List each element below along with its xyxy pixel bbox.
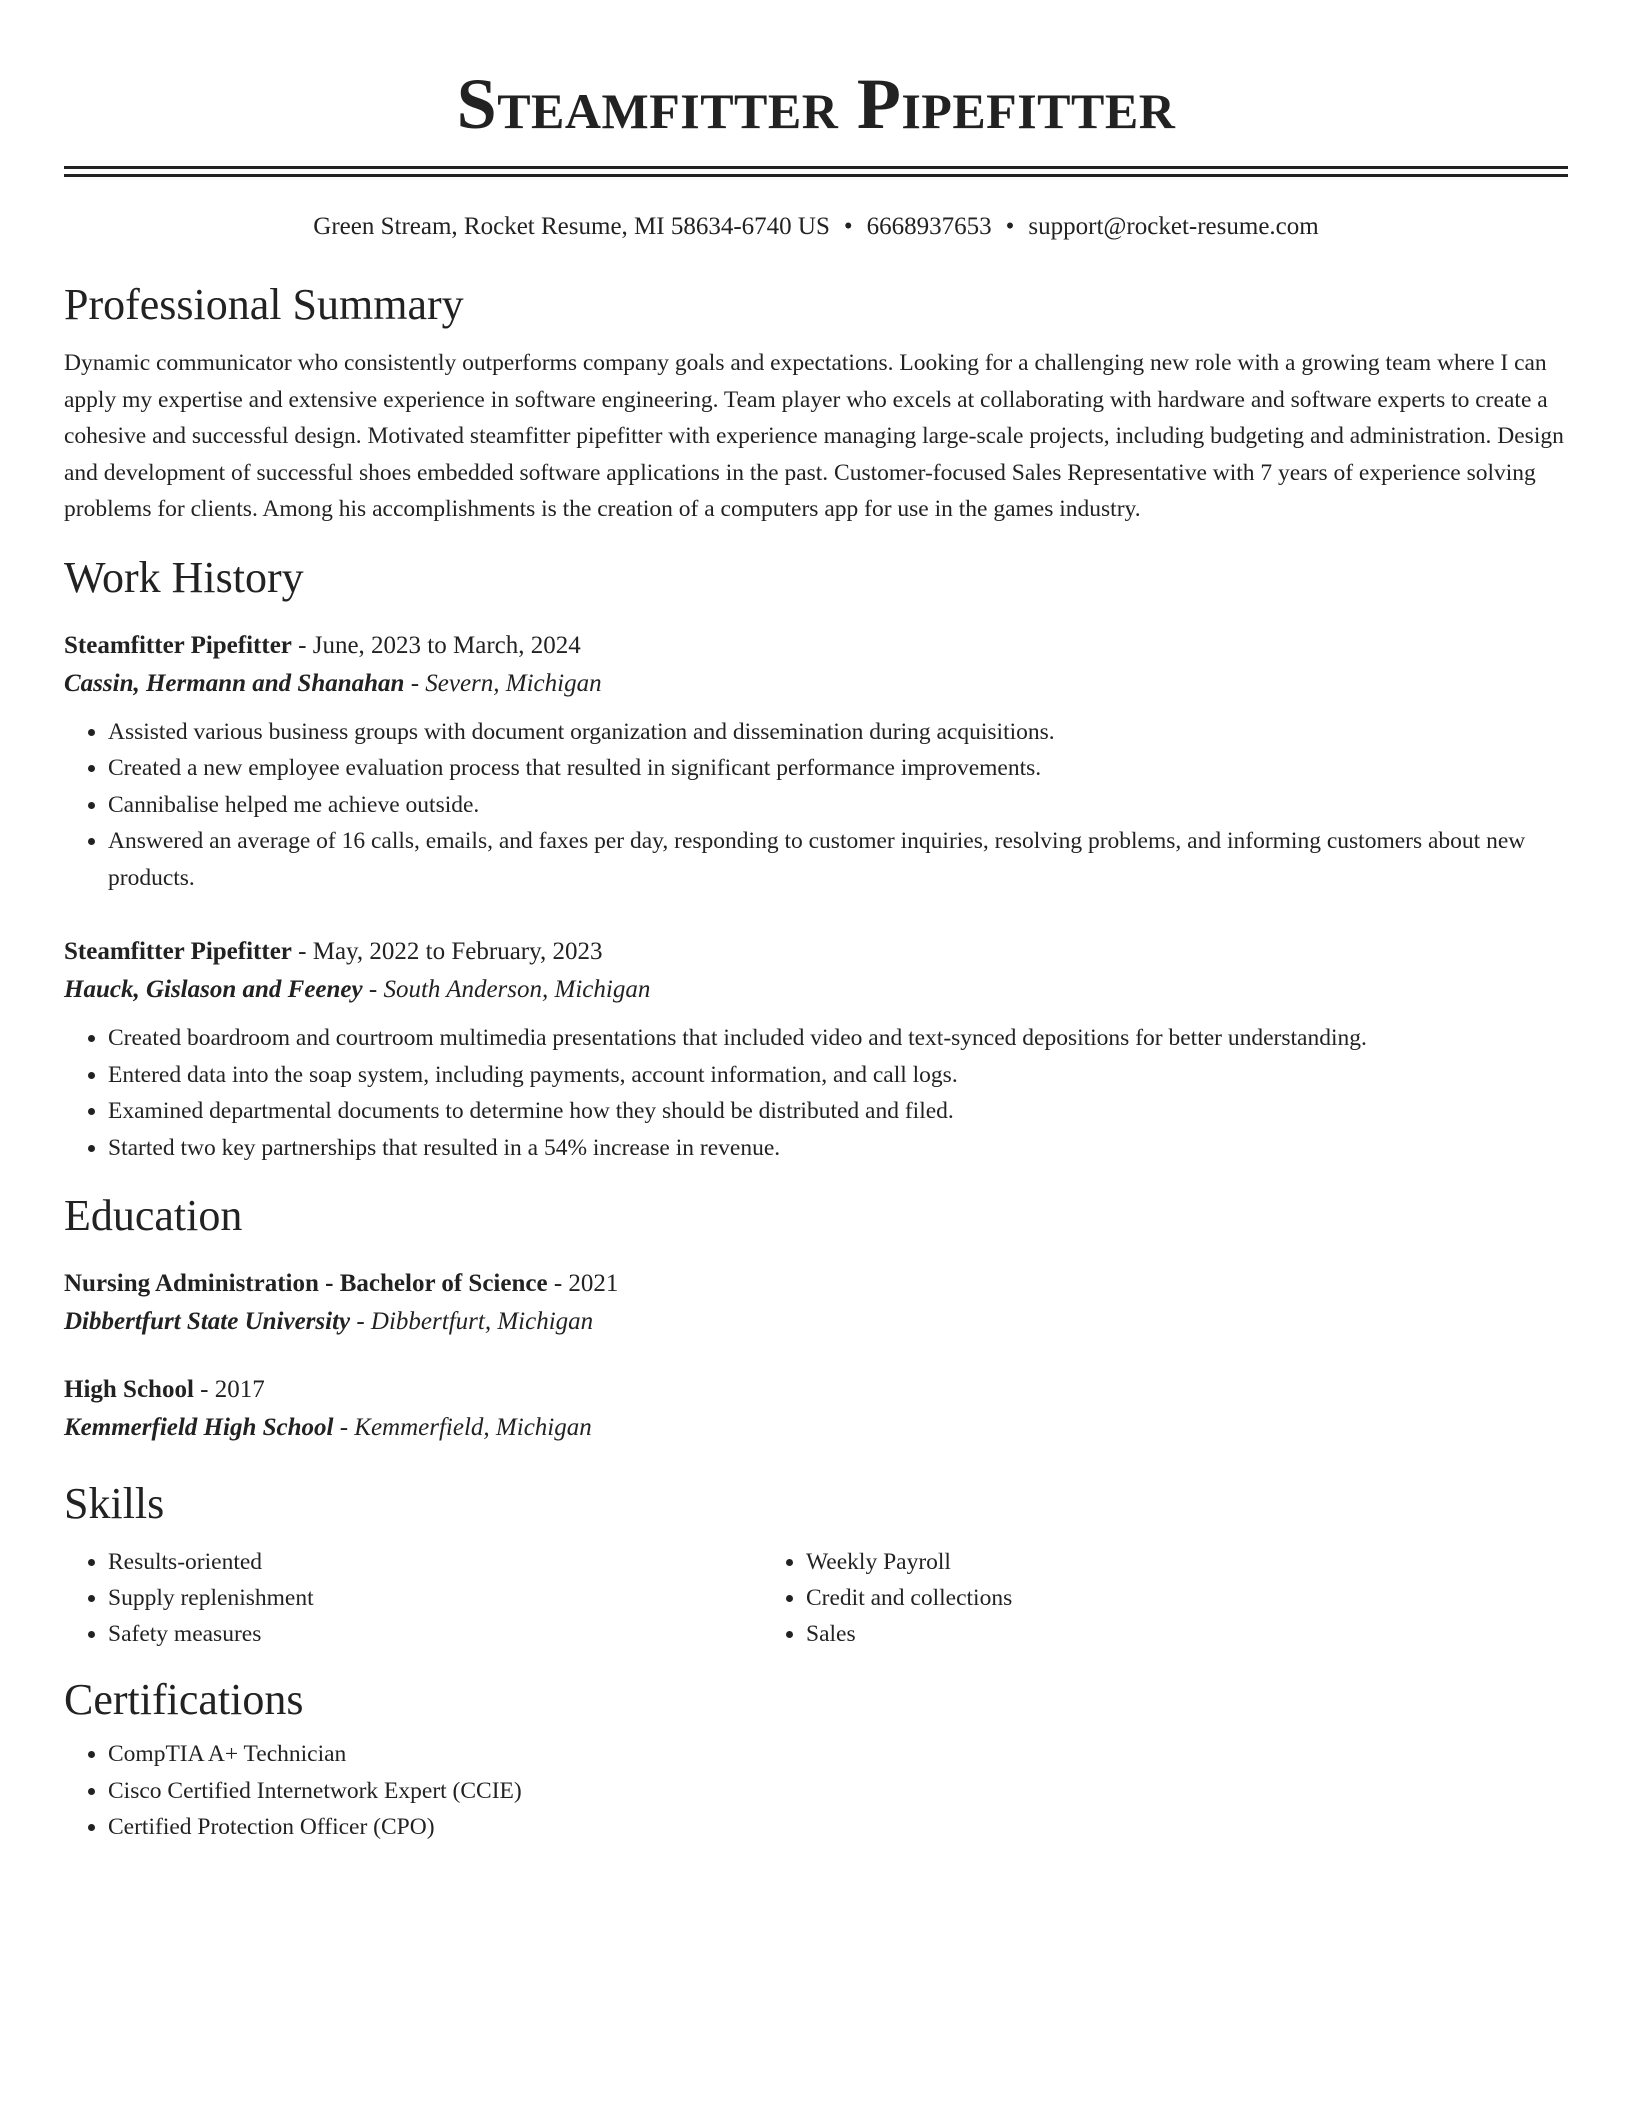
job-bullet: • Created boardroom and courtroom multimedia presentations that included video and text-synced depositions for better understanding. (108, 1020, 1568, 1057)
certification-item: • Cisco Certified Internetwork Expert (CCIE) (108, 1773, 1568, 1810)
resume-page (64, 0, 1568, 1846)
job-bullets (64, 714, 1568, 897)
skill-item: • Weekly Payroll (806, 1544, 1460, 1580)
skill-item: • Sales (806, 1616, 1460, 1652)
contact-line (64, 211, 1568, 243)
skill-item: • Credit and collections (806, 1580, 1460, 1616)
job-employer (64, 970, 1568, 1010)
job-heading (64, 934, 1568, 970)
job-employer (64, 664, 1568, 704)
skill-item: • Results-oriented (108, 1544, 762, 1580)
resume-name: Steamfitter Pipefitter (456, 64, 1176, 144)
education-entry (64, 1372, 1568, 1448)
job-heading (64, 628, 1568, 664)
education-heading (64, 1372, 1568, 1408)
section-title-education: Education (64, 1191, 243, 1240)
education-location: - Kemmerfield, Michigan (333, 1414, 592, 1441)
education-school-line (64, 1408, 1568, 1448)
skills-grid (64, 1544, 1568, 1652)
job-location: - Severn, Michigan (404, 669, 602, 697)
skill-item: • Supply replenishment (108, 1580, 762, 1616)
job-bullets (64, 1020, 1568, 1166)
job-company: Cassin, Hermann and Shanahan (64, 669, 405, 697)
certification-item: • Certified Protection Officer (CPO) (108, 1809, 1568, 1846)
header-divider-thick (64, 166, 1568, 169)
education-year: - 2021 (547, 1270, 619, 1297)
contact-email: support@rocket-resume.com (1028, 213, 1319, 240)
skills-column-left (64, 1544, 762, 1652)
job-bullet: • Examined departmental documents to determine how they should be distributed and filed. (108, 1093, 1568, 1130)
contact-address: Green Stream, Rocket Resume, MI 58634-6740 US (313, 213, 830, 240)
job-bullet: • Created a new employee evaluation process that resulted in significant performance improvements. (108, 750, 1568, 787)
education-degree: Nursing Administration - Bachelor of Science (64, 1270, 548, 1297)
job-bullet: • Cannibalise helped me achieve outside. (108, 787, 1568, 824)
education-degree: High School (64, 1376, 194, 1403)
education-location: - Dibbertfurt, Michigan (350, 1308, 594, 1335)
contact-separator: • (1005, 213, 1015, 240)
contact-phone: 6668937653 (866, 213, 992, 240)
header-divider-thin (64, 174, 1568, 177)
summary-text: Dynamic communicator who consistently outperforms company goals and expectations. Looking for a challenging new role with a growing team where I can apply my expertise and extensive experience in software engineering. Team player who excels at collaborating with hardware and software experts to create a cohesive and successful design. Motivated steamfitter pipefitter with experience managing large-scale projects, including budgeting and administration. Design and development of successful shoes embedded software applications in the past. Customer-focused Sales Representative with 7 years of experience solving problems for clients. Among his accomplishments is the creation of a computers app for use in the games industry. (64, 350, 1564, 522)
education-heading (64, 1266, 1568, 1302)
job-bullet: • Assisted various business groups with document organization and dissemination during acquisitions. (108, 714, 1568, 751)
skill-item: • Safety measures (108, 1616, 762, 1652)
job-role: Steamfitter Pipefitter (64, 938, 292, 965)
job-dates: - May, 2022 to February, 2023 (291, 938, 603, 965)
certification-list (64, 1736, 1568, 1846)
education-entry (64, 1266, 1568, 1342)
section-title-summary: Professional Summary (64, 280, 464, 329)
contact-separator: • (843, 213, 853, 240)
section-title-certifications: Certifications (64, 1675, 304, 1724)
section-title-skills: Skills (64, 1479, 165, 1528)
education-year: - 2017 (193, 1376, 265, 1403)
job-location: - South Anderson, Michigan (362, 976, 651, 1003)
job-entry (64, 628, 1568, 897)
skills-column-right (762, 1544, 1460, 1652)
job-dates: - June, 2023 to March, 2024 (291, 631, 581, 659)
job-bullet: • Entered data into the soap system, including payments, account information, and call logs. (108, 1057, 1568, 1094)
certification-item: • CompTIA A+ Technician (108, 1736, 1568, 1773)
job-role: Steamfitter Pipefitter (64, 631, 292, 659)
job-bullet: • Started two key partnerships that resulted in a 54% increase in revenue. (108, 1130, 1568, 1167)
education-school: Dibbertfurt State University (64, 1308, 351, 1335)
education-school: Kemmerfield High School (64, 1414, 334, 1441)
section-title-work-history: Work History (64, 552, 304, 602)
education-school-line (64, 1302, 1568, 1342)
job-company: Hauck, Gislason and Feeney (64, 976, 363, 1003)
job-entry (64, 934, 1568, 1166)
job-bullet: • Answered an average of 16 calls, emails, and faxes per day, responding to customer inquiries, resolving problems, and informing customers about new products. (108, 823, 1568, 896)
